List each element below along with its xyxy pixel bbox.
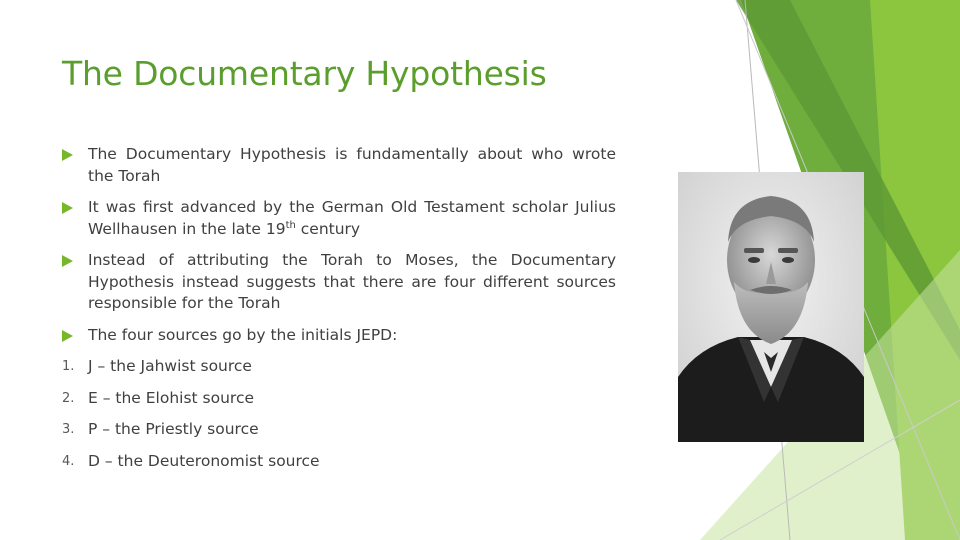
numbered-text: J – the Jahwist source (88, 357, 252, 375)
triangle-right-icon (62, 255, 73, 267)
numbered-item (62, 356, 616, 378)
brow-right (778, 248, 798, 253)
eye-left (748, 257, 760, 263)
bullet-item (62, 144, 616, 187)
bullet-item (62, 325, 616, 347)
brow-left (744, 248, 764, 253)
slide-content (62, 144, 616, 472)
numbered-text: P – the Priestly source (88, 420, 259, 438)
list-number: 2. (62, 390, 75, 406)
numbered-text: E – the Elohist source (88, 388, 255, 407)
numbered-text: D – the Deuteronomist source (88, 451, 320, 470)
list-number: 1. (62, 359, 75, 374)
list-number: 4. (62, 453, 75, 469)
triangle-right-icon (62, 330, 73, 342)
bullet-text: The four sources go by the initials JEPD: (88, 325, 398, 344)
list-number: 3. (62, 422, 75, 437)
numbered-item (62, 419, 616, 441)
superscript-th: th (285, 219, 296, 231)
triangle-right-icon (62, 149, 73, 161)
bullet-text: Instead of attributing the Torah to Moses, the Documentary Hypothesis instead suggests that there are four different sources responsible for the Torah (88, 251, 616, 312)
bullet-item (62, 250, 616, 315)
bullet-text: It was first advanced by the German Old Testament scholar Julius Wellhausen in the late 19th century (88, 198, 616, 238)
numbered-item (62, 451, 616, 473)
bullet-item (62, 197, 616, 240)
triangle-right-icon (62, 202, 73, 214)
slide-title: The Documentary Hypothesis (62, 54, 547, 93)
eye-right (782, 257, 794, 263)
bullet-text: The Documentary Hypothesis is fundamentally about who wrote the Torah (88, 145, 616, 185)
numbered-item (62, 388, 616, 410)
portrait-photo (678, 172, 864, 442)
